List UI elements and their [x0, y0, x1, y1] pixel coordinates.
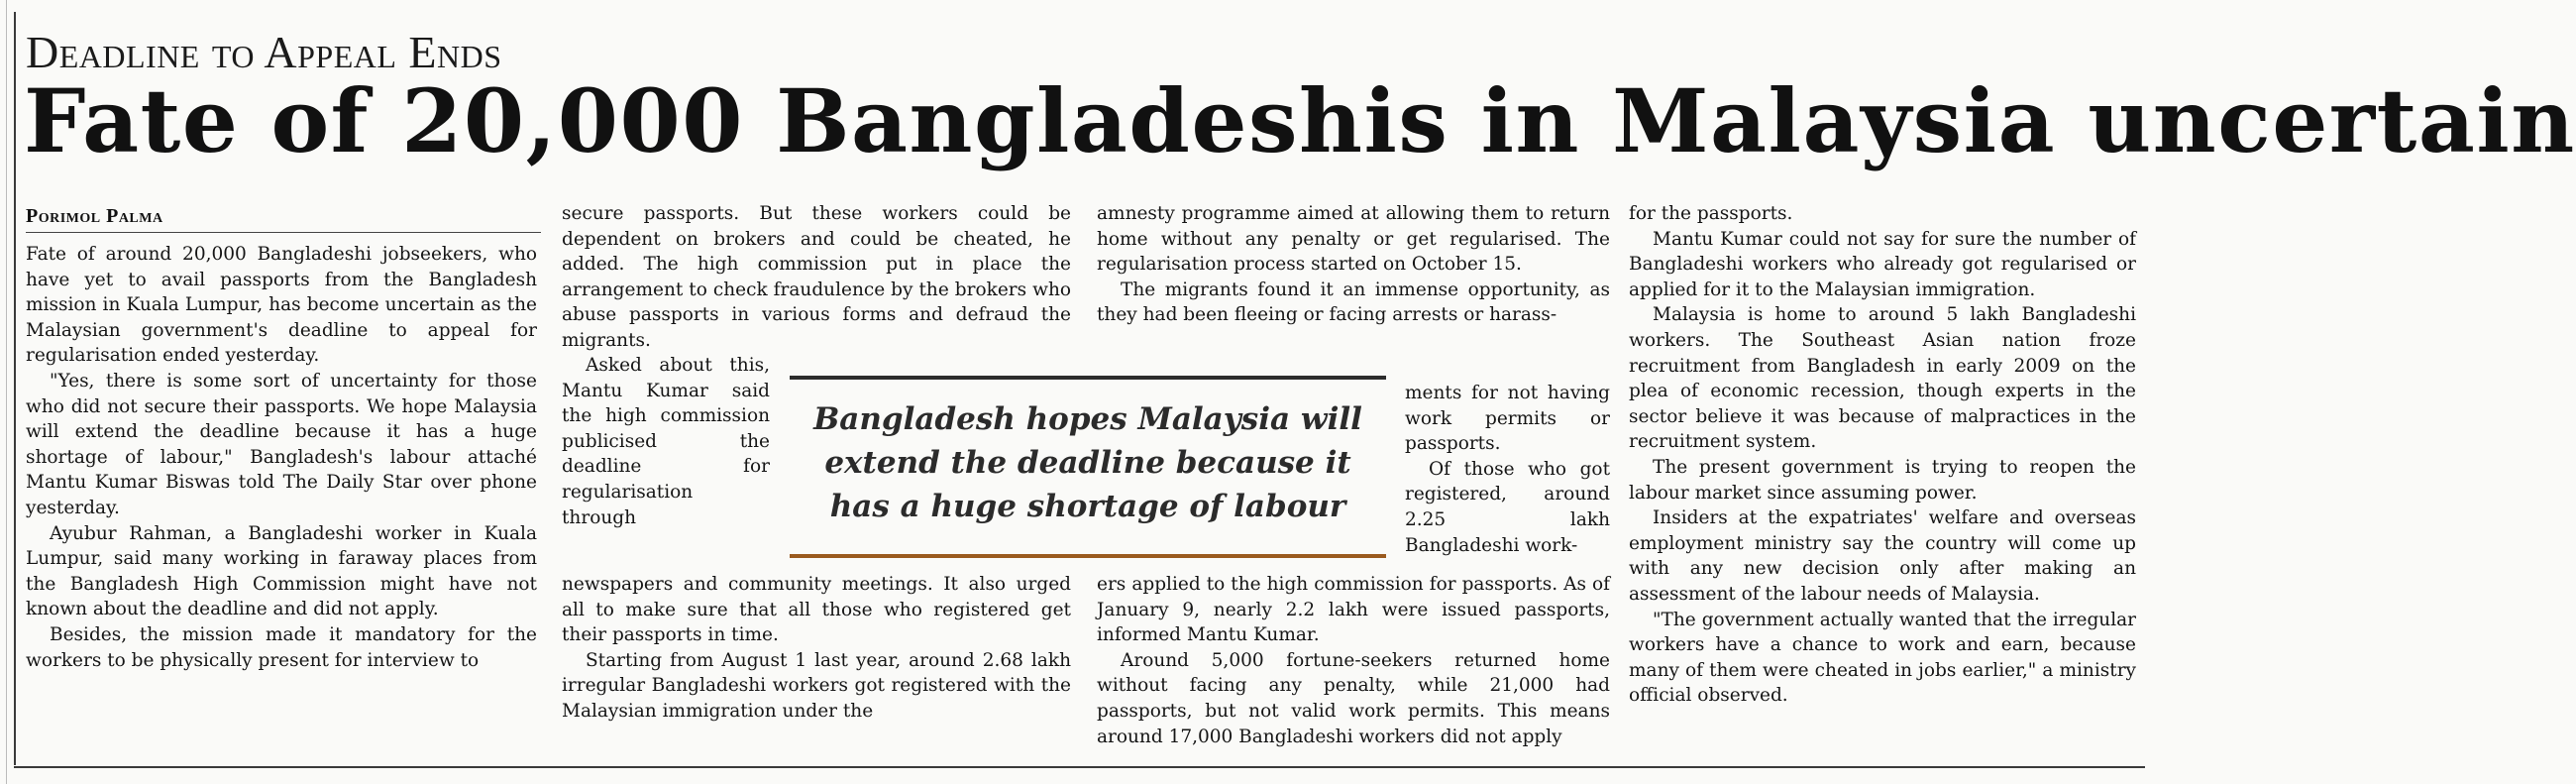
paragraph: secure passports. But these workers could be dependent on brokers and could be cheated, he added. The high commission put in place the arrangement to check fraudulence by the brokers who abuse passports in various forms and defraud the migrants. — [562, 203, 1071, 351]
pull-quote: Bangladesh hopes Malaysia will extend the deadline because it has a huge shortage of labour — [813, 401, 1362, 524]
paragraph: "Yes, there is some sort of uncertainty for those who did not secure their passports. We hope Malaysia will extend the deadline because it has a huge shortage of labour," Bangladesh's labour attaché Mantu Kumar Biswas told The Daily Star over phone yesterday. — [26, 370, 537, 518]
paragraph: amnesty programme aimed at allowing them to return home without any penalty or get regularised. The regularisation process started on October 15. — [1097, 203, 1610, 276]
column-3-narrow — [1405, 381, 1610, 558]
paragraph: Starting from August 1 last year, around 2.68 lakh irregular Bangladeshi workers got registered with the Malaysian immigration under the — [562, 649, 1071, 722]
byline-rule — [26, 232, 541, 233]
paragraph: ments for not having work permits or passports. — [1405, 383, 1610, 455]
pull-quote-box — [790, 376, 1386, 558]
bottom-rule — [14, 766, 2145, 768]
headline: Fate of 20,000 Bangladeshis in Malaysia uncertain — [24, 69, 2576, 172]
paragraph: The present government is trying to reopen the labour market since assuming power. — [1629, 456, 2136, 504]
paragraph: Of those who got registered, around 2.25 lakh Bangladeshi work- — [1405, 458, 1610, 556]
paragraph: Insiders at the expatriates' welfare and overseas employment ministry say the country will come up with any new decision only after making an assessment of the labour needs of Malaysia. — [1629, 507, 2136, 605]
paragraph: "The government actually wanted that the irregular workers have a chance to work and earn, because many of them were cheated in jobs earlier," a ministry official observed. — [1629, 609, 2136, 707]
column-1 — [26, 242, 537, 673]
column-2-top — [562, 201, 1071, 354]
column-2-narrow — [562, 353, 770, 530]
paragraph: Asked about this, Mantu Kumar said the high commission publicised the deadline for regularisation through — [562, 355, 770, 528]
left-column-rule — [14, 12, 16, 765]
scan-edge-line — [6, 0, 7, 784]
paragraph: Besides, the mission made it mandatory for the workers to be physically present for interview to — [26, 623, 537, 671]
paragraph: Fate of around 20,000 Bangladeshi jobseekers, who have yet to avail passports from the Bangladesh mission in Kuala Lumpur, has become uncertain as the Malaysian government's deadline to appeal for regularisation ended yesterday. — [26, 244, 537, 367]
column-4 — [1629, 201, 2136, 709]
paragraph: The migrants found it an immense opportunity, as they had been fleeing or facing arrests or harass- — [1097, 279, 1610, 326]
paragraph: Ayubur Rahman, a Bangladeshi worker in Kuala Lumpur, said many working in faraway places from the Bangladesh High Commission might have not known about the deadline and did not apply. — [26, 522, 537, 620]
column-3-bottom — [1097, 572, 1610, 749]
byline: Porimol Palma — [26, 205, 163, 227]
paragraph: Mantu Kumar could not say for sure the number of Bangladeshi workers who already got regularised or applied for it to the Malaysian immigration. — [1629, 228, 2136, 300]
kicker: Deadline to Appeal Ends — [26, 27, 502, 77]
column-3-top — [1097, 201, 1610, 328]
column-2-bottom — [562, 572, 1071, 725]
paragraph: Around 5,000 fortune-seekers returned home without facing any penalty, while 21,000 had passports, but not valid work permits. This means around 17,000 Bangladeshi workers did not apply — [1097, 649, 1610, 747]
paragraph: for the passports. — [1629, 203, 1793, 224]
paragraph: ers applied to the high commission for passports. As of January 9, nearly 2.2 lakh were issued passports, informed Mantu Kumar. — [1097, 574, 1610, 646]
paragraph: newspapers and community meetings. It also urged all to make sure that all those who registered get their passports in time. — [562, 574, 1071, 646]
paragraph: Malaysia is home to around 5 lakh Bangladeshi workers. The Southeast Asian nation froze recruitment from Bangladesh in early 2009 on the plea of economic recession, though experts in the sector believe it was because of malpractices in the recruitment system. — [1629, 304, 2136, 453]
